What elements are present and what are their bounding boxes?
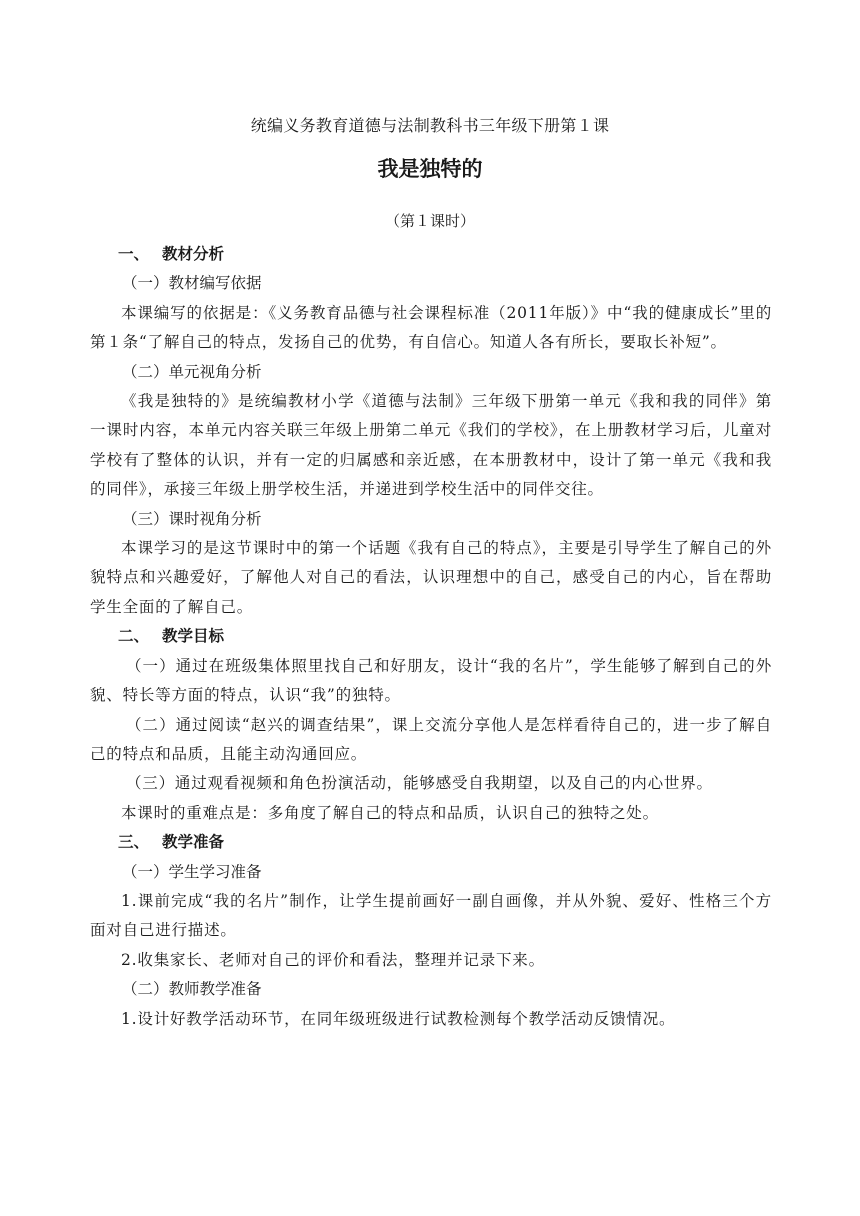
paragraph: 《我是独特的》是统编教材小学《道德与法制》三年级下册第一单元《我和我的同伴》第一课时内容，本单元内容关联三年级上册第二单元《我们的学校》，在上册教材学习后，儿童对学校有了整体的认识，并有一定的归属感和亲近感，在本册教材中，设计了第一单元《我和我的同伴》，承接三年级上册学校生活，并递进到学校生活中的同伴交往。 (90, 392, 772, 499)
section-title: 教学目标 (162, 627, 225, 646)
subsection-heading: （三）课时视角分析 (122, 509, 262, 528)
section-heading-1 (90, 240, 772, 269)
goal-item: （三）通过观看视频和角色扮演活动，能够感受自我期望，以及自己的内心世界。 (126, 774, 713, 793)
lesson-title: 我是独特的 (377, 157, 483, 181)
section-number: 二、 (118, 627, 150, 646)
section-number: 一、 (118, 245, 150, 263)
subsection-heading: （二）教师教学准备 (122, 980, 262, 999)
section-number: 三、 (118, 833, 150, 852)
textbook-subtitle: 统编义务教育道德与法制教科书三年级下册第１课 (250, 116, 610, 135)
list-item: 1.课前完成“我的名片”制作，让学生提前画好一副自画像，并从外貌、爱好、性格三个方面对自己进行描述。 (90, 891, 772, 940)
paragraph: 本课学习的是这节课时中的第一个话题《我有自己的特点》，主要是引导学生了解自己的外貌特点和兴趣爱好，了解他人对自己的看法，认识理想中的自己，感受自己的内心，旨在帮助学生全面的了解自己。 (90, 539, 772, 616)
section-heading-3 (90, 828, 772, 857)
list-item: 1.设计好教学活动环节，在同年级班级进行试教检测每个教学活动反馈情况。 (121, 1009, 676, 1028)
subsection-heading: （一）学生学习准备 (122, 862, 262, 881)
goal-item: （二）通过阅读“赵兴的调查结果”，课上交流分享他人是怎样看待自己的，进一步了解自己的特点和品质，且能主动沟通回应。 (90, 715, 772, 763)
goal-item: （一）通过在班级集体照里找自己和好朋友，设计“我的名片”，学生能够了解到自己的外貌、特长等方面的特点，认识“我”的独特。 (90, 656, 772, 705)
section-heading-2 (90, 622, 772, 651)
document-body (90, 240, 772, 1034)
subsection-heading: （二）单元视角分析 (122, 362, 262, 381)
paragraph: 本课编写的依据是：《义务教育品德与社会课程标准（2011年版）》中“我的健康成长”里的第１条“了解自己的特点，发扬自己的优势，有自信心。知道人各有所长，要取长补短”。 (90, 303, 772, 352)
section-title: 教材分析 (162, 245, 225, 263)
section-title: 教学准备 (162, 833, 225, 852)
subsection-heading: （一）教材编写依据 (122, 274, 262, 293)
lesson-period: （第１课时） (384, 212, 475, 230)
key-point: 本课时的重难点是：多角度了解自己的特点和品质，认识自己的独特之处。 (121, 803, 659, 822)
list-item: 2.收集家长、老师对自己的评价和看法，整理并记录下来。 (121, 950, 545, 969)
